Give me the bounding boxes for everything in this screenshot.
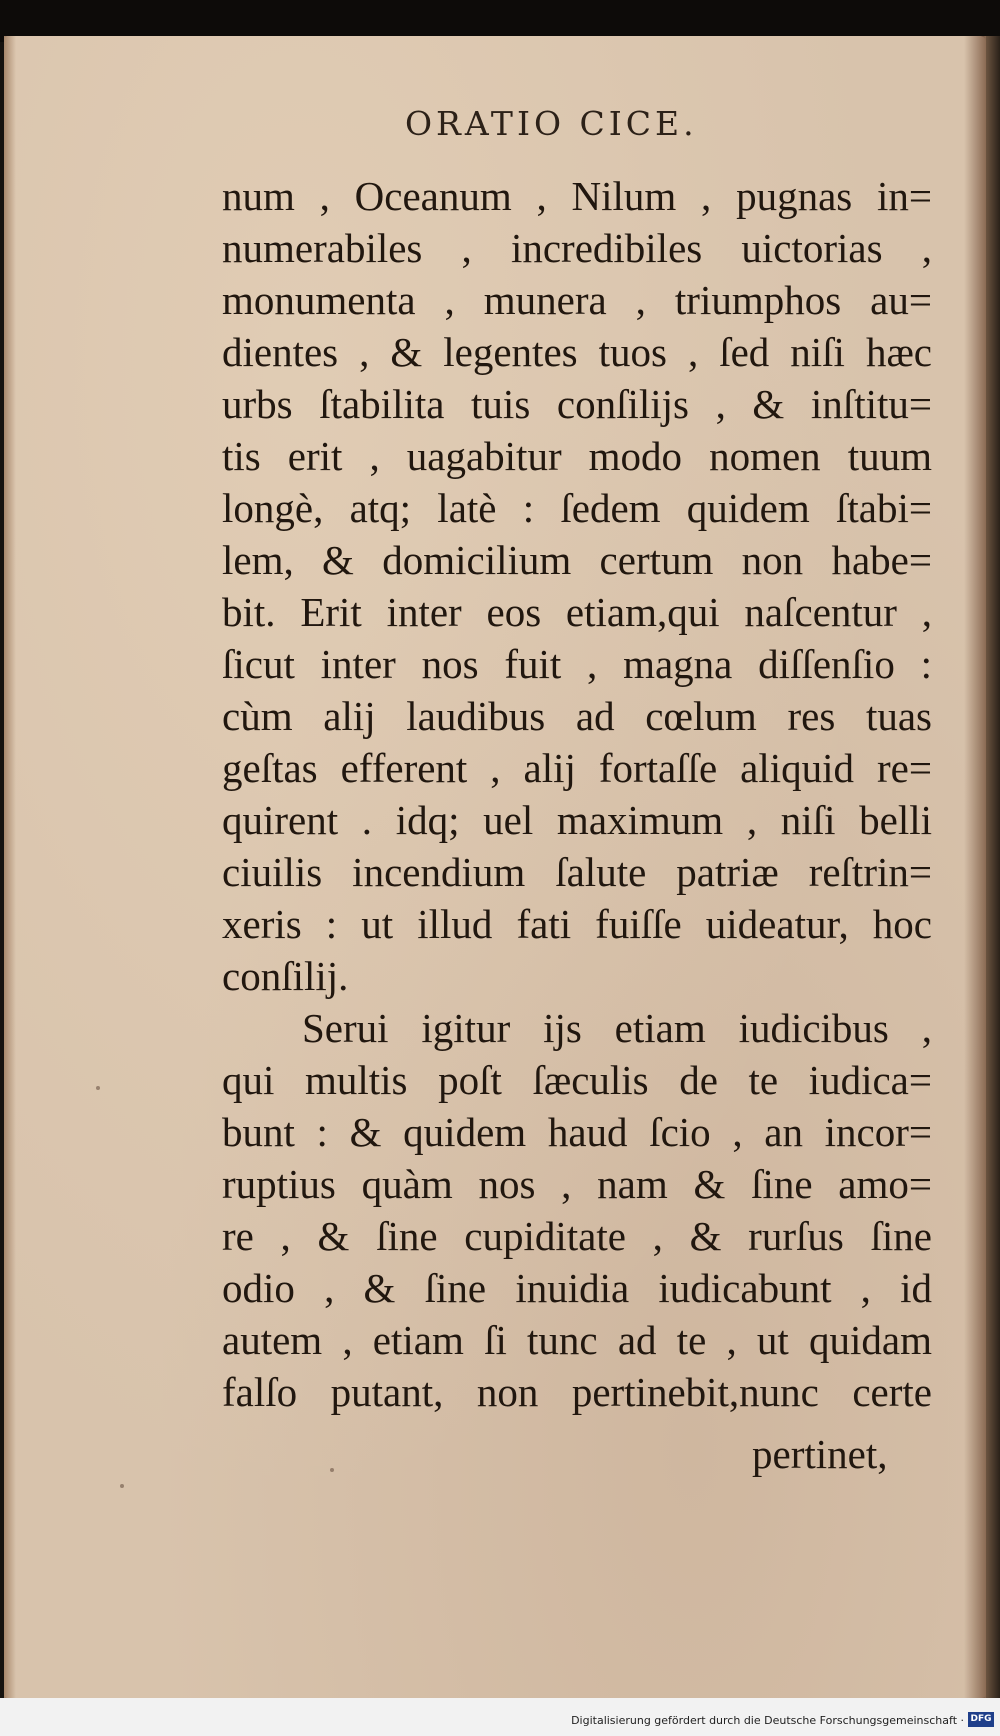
running-head: ORATIO CICE. [405, 104, 698, 143]
text-line: odio , & ſine inuidia iudicabunt , id [222, 1265, 932, 1311]
body-text [222, 170, 932, 1418]
text-line: longè, atq; latè : ſedem quidem ſtabi= [222, 485, 932, 531]
text-line: autem , etiam ſi tunc ad te , ut quidam [222, 1317, 932, 1363]
text-line: num , Oceanum , Nilum , pugnas in= [222, 173, 932, 219]
text-line: geſtas efferent , alij fortaſſe aliquid re= [222, 745, 932, 791]
text-line: lem, & domicilium certum non habe= [222, 537, 932, 583]
text-line: conſilij. [222, 953, 349, 999]
footer-credit: Digitalisierung gefördert durch die Deutsche Forschungsgemeinschaft · [571, 1714, 964, 1727]
text-line: cùm alij laudibus ad cœlum res tuas [222, 693, 932, 739]
text-line: numerabiles , incredibiles uictorias , [222, 225, 932, 271]
catchword: pertinet, [752, 1431, 888, 1477]
paper-speck [330, 1468, 334, 1472]
text-line: ſicut inter nos fuit , magna diſſenſio : [222, 641, 932, 687]
text-line: ciuilis incendium ſalute patriæ reſtrin= [222, 849, 932, 895]
text-line: re , & ſine cupiditate , & rurſus ſine [222, 1213, 932, 1259]
text-line: xeris : ut illud fati fuiſſe uideatur, hoc [222, 901, 932, 947]
text-line: quirent . idq; uel maximum , niſi belli [222, 797, 932, 843]
digitization-footer [0, 1698, 1000, 1736]
text-line: urbs ſtabilita tuis conſilijs , & inſtitu= [222, 381, 932, 427]
paragraph-first-line: Serui igitur ijs etiam iudicibus , [302, 1005, 932, 1051]
text-line: dientes , & legentes tuos , ſed niſi hæc [222, 329, 932, 375]
text-line: ruptius quàm nos , nam & ſine amo= [222, 1161, 932, 1207]
paper-speck [120, 1484, 124, 1488]
page-left-edge-shadow [4, 36, 16, 1698]
text-line: falſo putant, non pertinebit,nunc certe [222, 1369, 932, 1415]
dfg-logo: DFG [968, 1712, 994, 1727]
page-right-edge-shadow [964, 36, 986, 1698]
text-line: bunt : & quidem haud ſcio , an incor= [222, 1109, 932, 1155]
text-line: qui multis poſt ſæculis de te iudica= [222, 1057, 932, 1103]
text-line: tis erit , uagabitur modo nomen tuum [222, 433, 932, 479]
page-fore-edge [986, 36, 1000, 1698]
text-line: monumenta , munera , triumphos au= [222, 277, 932, 323]
text-line: bit. Erit inter eos etiam,qui naſcentur , [222, 589, 932, 635]
paper-speck [96, 1086, 100, 1090]
